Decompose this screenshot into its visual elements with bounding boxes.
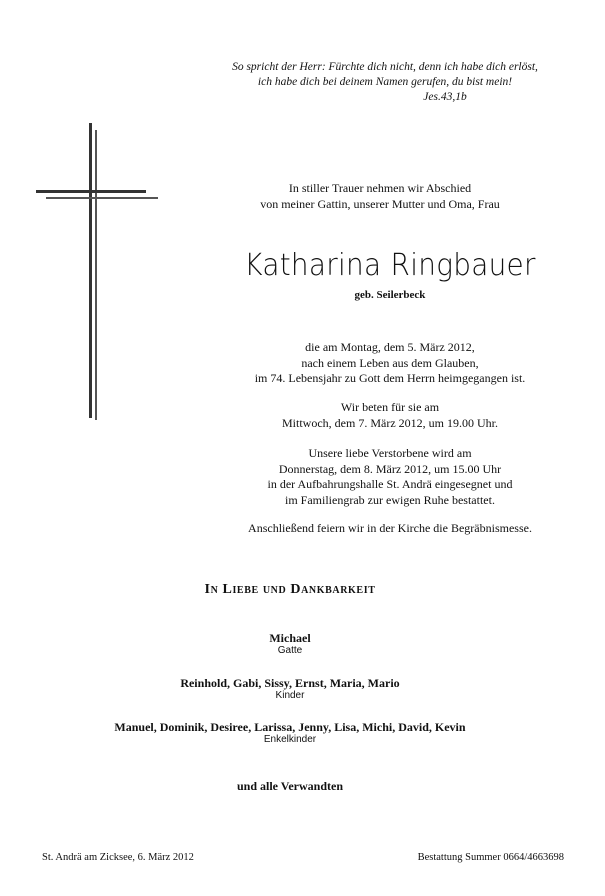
cross-horizontal-bar [36, 190, 146, 193]
notice-line: die am Montag, dem 5. März 2012, [305, 340, 475, 354]
mass-notice [205, 521, 575, 537]
burial-line: Unsere liebe Verstorbene wird am [308, 446, 472, 460]
cross-vertical-shadow [95, 130, 97, 420]
cross-vertical-bar [89, 123, 92, 418]
mourner-group [0, 676, 580, 702]
intro-line: In stiller Trauer nehmen wir Abschied [288, 181, 472, 195]
intro-text [200, 181, 560, 212]
mourner-relation: Kinder [275, 690, 305, 701]
closing-heading: In Liebe und Dankbarkeit [204, 582, 376, 597]
bible-verse [190, 60, 580, 105]
mourner-relation: Gatte [277, 645, 303, 656]
mourner-group [0, 631, 580, 657]
footer-undertaker: Bestattung Summer 0664/4663698 [417, 852, 564, 863]
maiden-name: geb. Seilerbeck [354, 289, 426, 301]
prayer-notice [210, 400, 570, 431]
notice-line: im 74. Lebensjahr zu Gott dem Herrn heimgegangen ist. [254, 371, 526, 385]
prayer-line: Mittwoch, dem 7. März 2012, um 19.00 Uhr. [282, 415, 498, 430]
mourner-names: Michael [269, 631, 311, 645]
intro-line: von meiner Gattin, unserer Mutter und Oma, Frau [260, 196, 500, 211]
verse-line: ich habe dich bei deinem Namen gerufen, du bist mein! [257, 76, 513, 88]
notice-line: nach einem Leben aus dem Glauben, [301, 355, 479, 370]
burial-line: Donnerstag, dem 8. März 2012, um 15.00 Uhr [278, 461, 502, 476]
cross-horizontal-shadow [46, 197, 158, 199]
verse-reference: Jes.43,1b [423, 91, 467, 103]
mourner-names: Manuel, Dominik, Desiree, Larissa, Jenny, Lisa, Michi, David, Kevin [114, 720, 466, 734]
prayer-line: Wir beten für sie am [340, 400, 440, 414]
mass-line: Anschließend feiern wir in der Kirche die Begräbnismesse. [248, 521, 532, 535]
death-notice [210, 340, 570, 387]
deceased-name: Katharina Ringbauer [244, 248, 536, 283]
mourner-relation: Enkelkinder [263, 734, 317, 745]
mourner-group [0, 720, 580, 746]
verse-line: So spricht der Herr: Fürchte dich nicht, denn ich habe dich erlöst, [232, 61, 538, 73]
burial-line: im Familiengrab zur ewigen Ruhe bestattet. [285, 492, 495, 507]
relatives-line: und alle Verwandten [236, 779, 344, 793]
footer-place-date: St. Andrä am Zicksee, 6. März 2012 [42, 852, 194, 863]
burial-notice [210, 446, 570, 508]
burial-line: in der Aufbahrungshalle St. Andrä eingesegnet und [267, 477, 513, 491]
mourner-names: Reinhold, Gabi, Sissy, Ernst, Maria, Mario [180, 676, 400, 690]
